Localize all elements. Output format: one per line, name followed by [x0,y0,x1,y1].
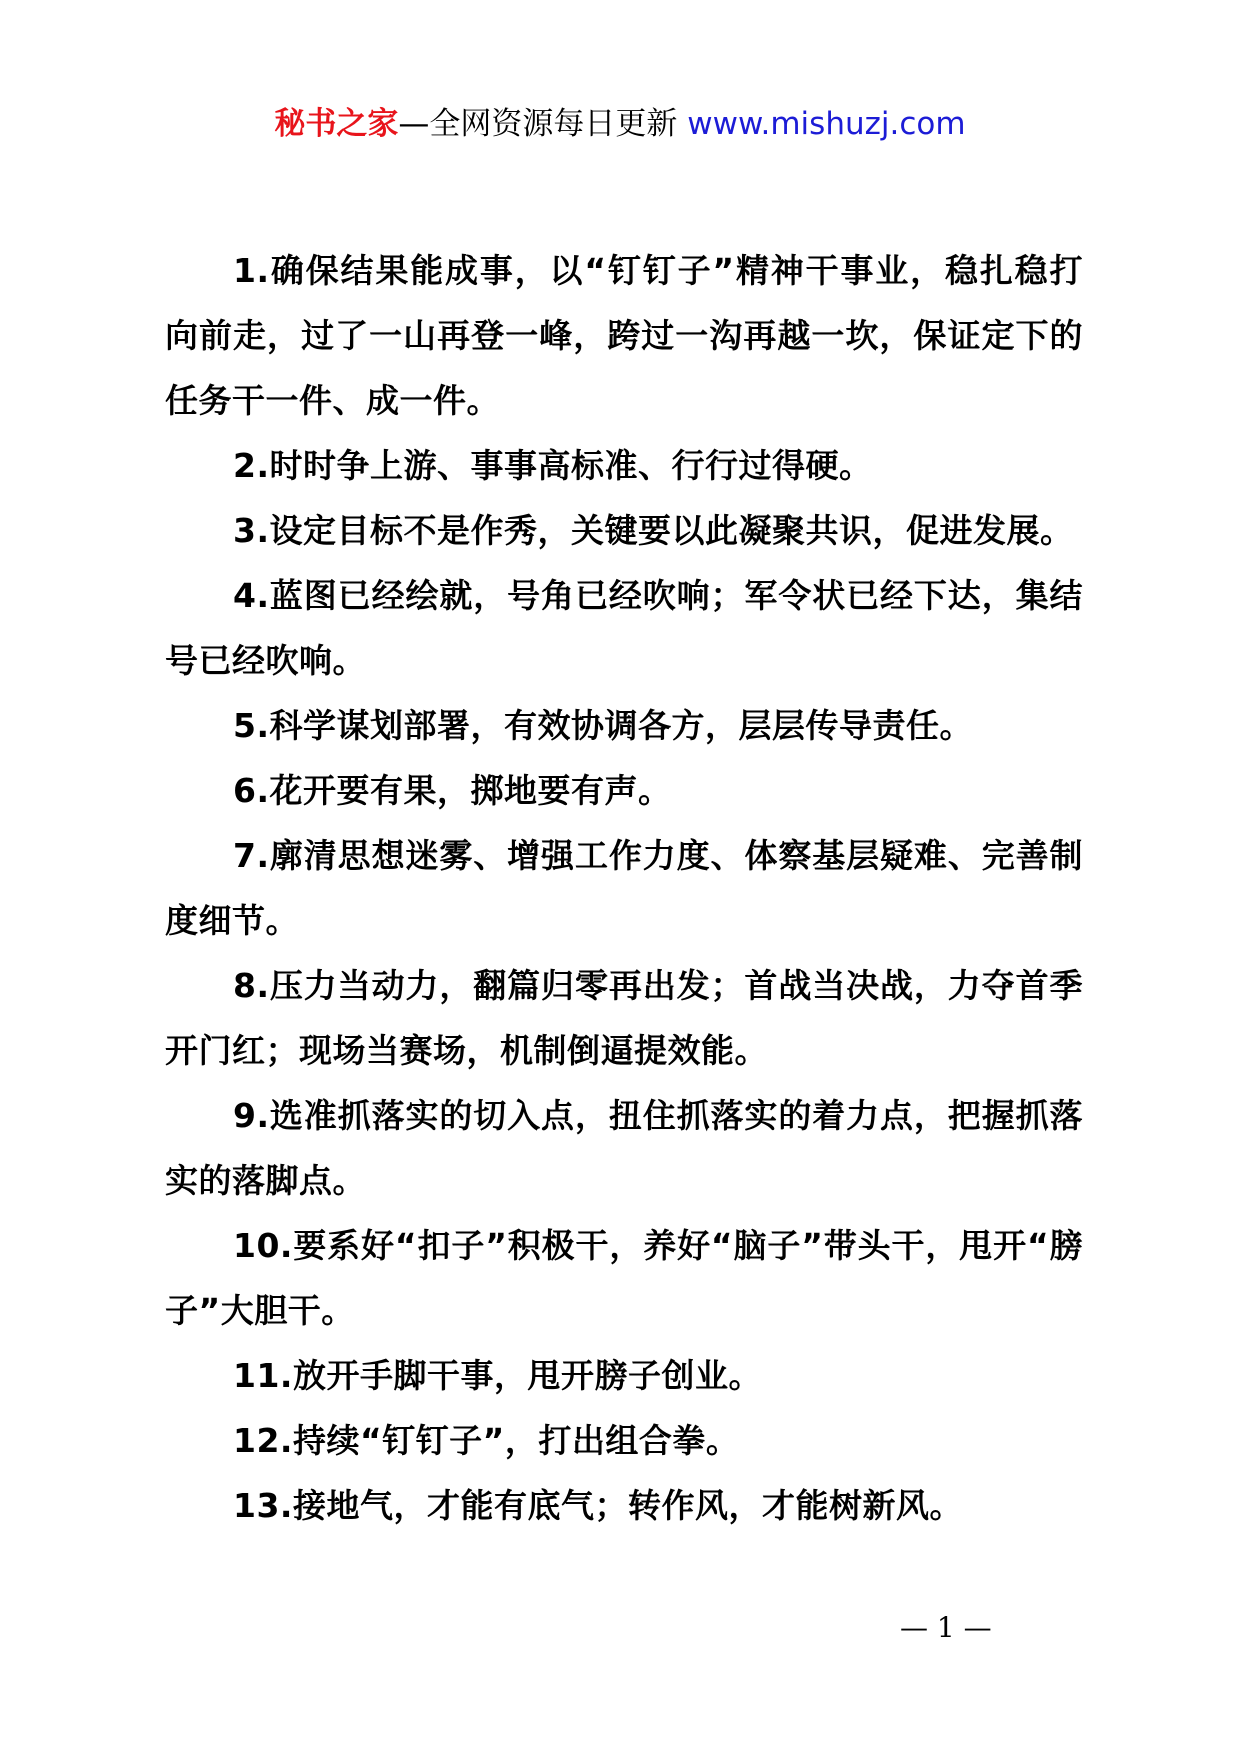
paragraph-2: 2.时时争上游、事事高标准、行行过得硬。 [233,446,873,485]
paragraph-8: 8.压力当动力，翻篇归零再出发；首战当决战，力夺首季开门红；现场当赛场，机制倒逼提效能。 [165,966,1083,1070]
brand-name: 秘书之家 [274,106,399,142]
paragraph-12: 12.持续“钉钉子”，打出组合拳。 [233,1421,740,1460]
paragraph-3: 3.设定目标不是作秀，关键要以此凝聚共识，促进发展。 [233,511,1074,550]
document-body [165,238,1083,1538]
site-url-link[interactable]: www.mishuzj.com [687,106,966,142]
page-number: — 1 — [900,1611,992,1644]
paragraph-9: 9.选准抓落实的切入点，扭住抓落实的着力点，把握抓落实的落脚点。 [165,1096,1083,1200]
paragraph-11: 11.放开手脚干事，甩开膀子创业。 [233,1356,762,1395]
paragraph-4: 4.蓝图已经绘就，号角已经吹响；军令状已经下达，集结号已经吹响。 [165,576,1083,680]
header-tagline: —全网资源每日更新 [398,106,688,142]
paragraph-10: 10.要系好“扣子”积极干，养好“脑子”带头干，甩开“膀子”大胆干。 [165,1226,1083,1330]
paragraph-6: 6.花开要有果，掷地要有声。 [233,771,672,810]
paragraph-1: 1.确保结果能成事，以“钉钉子”精神干事业，稳扎稳打向前走，过了一山再登一峰，跨过一沟再越一坎，保证定下的任务干一件、成一件。 [165,251,1083,420]
paragraph-5: 5.科学谋划部署，有效协调各方，层层传导责任。 [233,706,973,745]
paragraph-7: 7.廓清思想迷雾、增强工作力度、体察基层疑难、完善制度细节。 [165,836,1083,940]
paragraph-13: 13.接地气，才能有底气；转作风，才能树新风。 [233,1486,963,1525]
page-header [0,102,1240,146]
